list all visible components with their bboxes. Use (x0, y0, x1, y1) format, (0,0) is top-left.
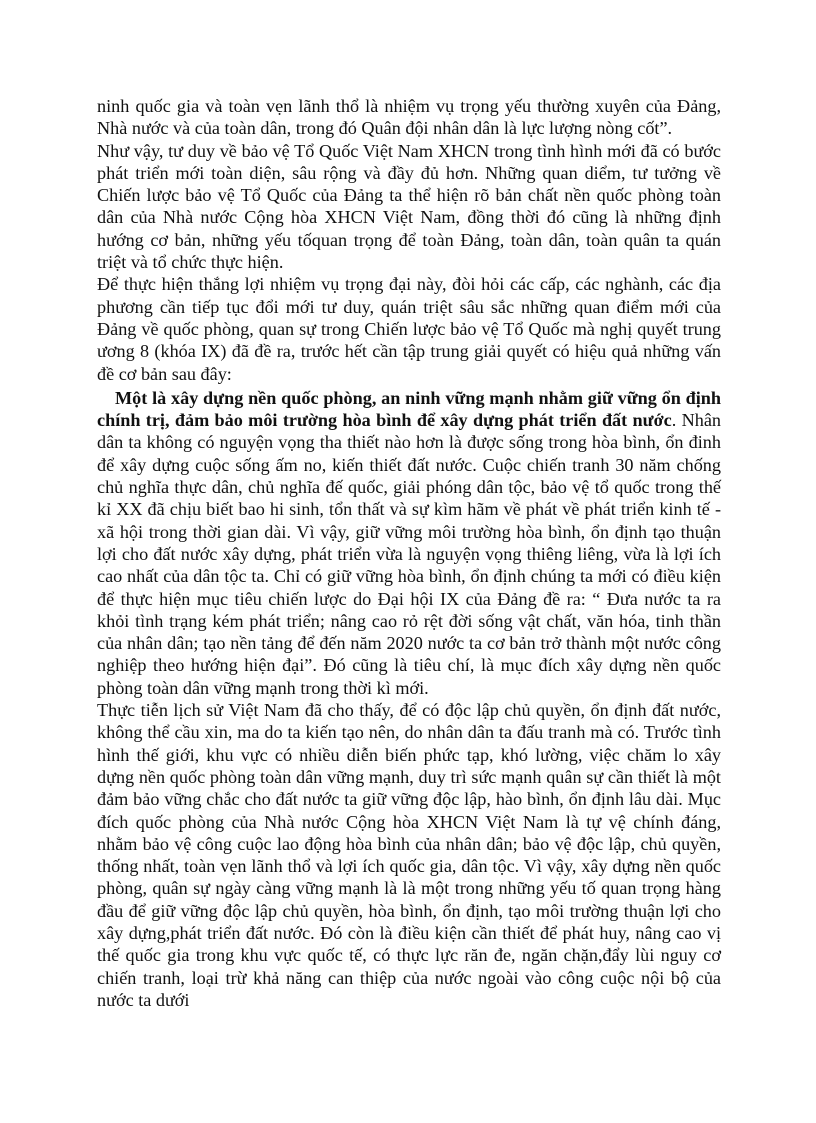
paragraph-2-text: Như vậy, tư duy về bảo vệ Tổ Quốc Việt Nam XHCN trong tình hình mới đã có bước phát triển mới toàn diện, sâu rộng và đầy đủ hơn. Những quan diểm, tư tưởng về Chiến lược bảo vệ Tổ Quốc của Đảng ta thể hiện rõ bản chất nền quốc phòng toàn dân của Nhà nước Cộng hòa XHCN Việt Nam, đồng thời đó cũng là những định hướng cơ bản, những yếu tốquan trọng để toàn Đảng, toàn dân, toàn quân ta quán triệt và tổ chức thực hiện. (97, 140, 721, 273)
document-page (97, 95, 721, 1011)
paragraph-4-text: . Nhân dân ta không có nguyện vọng tha thiết nào hơn là được sống trong hòa bình, ổn đinh để xây dựng cuộc sống ấm no, kiến thiết đất nước. Cuộc chiến tranh 30 năm chống chủ nghĩa thực dân, chủ nghĩa đế quốc, giải phóng dân tộc, bảo vệ tổ quốc trong thế kỉ XX đã chịu biết bao hi sinh, tổn thất và sự kìm hãm về phát về phát triển kinh tế - xã hội trong thời gian dài. Vì vậy, giữ vững môi trường hòa bình, ổn định tạo thuận lợi cho đất nước xây dựng, phát triển vừa là nguyện vọng thiêng liêng, vừa là lợi ích cao nhất của dân tộc ta. Chỉ có giữ vững hòa bình, ổn định chúng ta mới có điều kiện để thực hiện mục tiêu chiến lược do Đại hội IX của Đảng đề ra: “ Đưa nước ta ra khỏi tình trạng kém phát triển; nâng cao rỏ rệt đời sống vật chất, văn hóa, tinh thần của nhân dân; tạo nền tảng để đến năm 2020 nước ta cơ bản trở thành một nước công nghiệp theo hướng hiện đại”. Đó cũng là tiêu chí, là mục đích xây dựng nền quốc phòng toàn dân vững mạnh trong thời kì mới. (97, 410, 721, 698)
paragraph-4 (97, 387, 721, 699)
paragraph-5-text: Thực tiễn lịch sử Việt Nam đã cho thấy, để có độc lập chủ quyền, ổn định đất nước, không thể cầu xin, ma do ta kiến tạo nên, do nhân dân ta đấu tranh mà có. Trước tình hình thế giới, khu vực có nhiều diễn biến phức tạp, khó lường, việc chăm lo xây dựng nền quốc phòng toàn dân vững mạnh, duy trì sức mạnh quân sự cần thiết là một đảm bảo vững chắc cho đất nước ta giữ vững độc lập, hào bình, ổn định lâu dài. Mục đích quốc phòng của Nhà nước Cộng hòa XHCN Việt Nam là tự vệ chính đáng, nhằm bảo vệ công cuộc lao động hòa bình của nhân dân; bảo vệ độc lập, chủ quyền, thống nhất, toàn vẹn lãnh thổ và lợi ích quốc gia, dân tộc. Vì vậy, xây dựng nền quốc phòng, quân sự ngày càng vững mạnh là là một trong những yếu tố quan trọng hàng đầu để giữ vững độc lập chủ quyền, hòa bình, ổn định, tạo môi trường thuận lợi cho xây dựng,phát triển đất nước. Đó còn là điều kiện cần thiết để phát huy, nâng cao vị thế quốc gia trong khu vực quốc tế, có thực lực răn đe, ngăn chặn,đẩy lùi nguy cơ chiến tranh, loại trừ khả năng can thiệp của nước ngoài vào công cuộc nội bộ của nước ta dưới (97, 700, 721, 1010)
paragraph-3 (97, 273, 721, 384)
paragraph-3-text: Để thực hiện thắng lợi nhiệm vụ trọng đại này, đòi hỏi các cấp, các nghành, các địa phương cần tiếp tục đổi mới tư duy, quán triệt sâu sắc những quan điểm mới của Đảng về quốc phòng, quan sự trong Chiến lược bảo vệ Tổ Quốc mà nghị quyết trung ương 8 (khóa IX) đã đề ra, trước hết cần tập trung giải quyết có hiệu quả những vấn đề cơ bản sau đây: (97, 274, 721, 384)
paragraph-1-text: ninh quốc gia và toàn vẹn lãnh thổ là nhiệm vụ trọng yếu thường xuyên của Đảng, Nhà nước và của toàn dân, trong đó Quân đội nhân dân là lực lượng nòng cốt”. (97, 96, 721, 139)
paragraph-5 (97, 699, 721, 1011)
paragraph-4-bold-heading: Một là xây dựng nền quốc phòng, an ninh vững mạnh nhằm giữ vững ổn định chính trị, đảm bảo môi trường hòa bình để xây dựng phát triển đất nước (97, 387, 721, 431)
paragraph-1 (97, 95, 721, 140)
paragraph-2 (97, 140, 721, 274)
